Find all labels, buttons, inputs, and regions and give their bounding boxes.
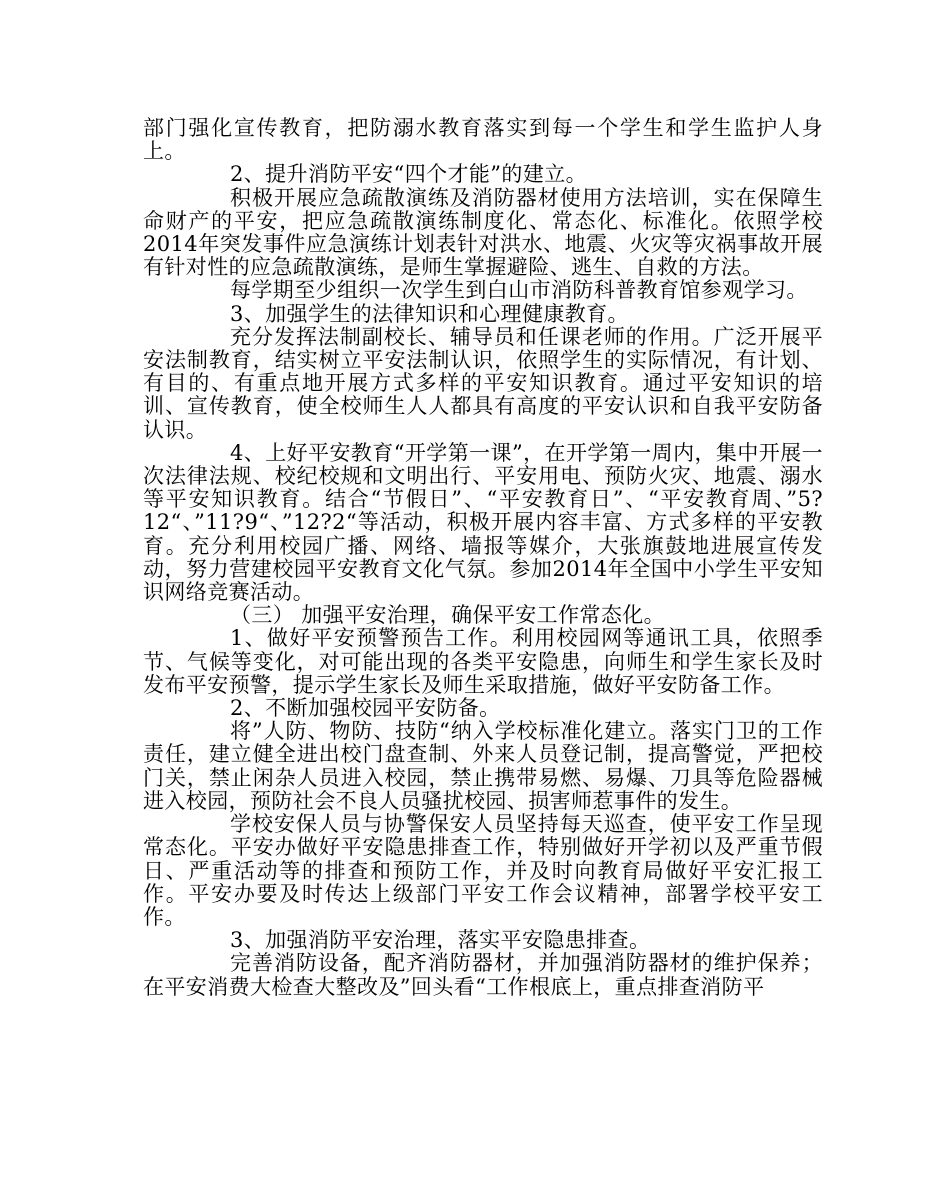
paragraph: 1、做好平安预警预告工作。利用校园网等通讯工具，依照季节、气候等变化，对可能出现的各类平安隐患，向师生和学生家长及时发布平安预警，提示学生家长及师生采取措施，做好平安防备工作。 xyxy=(143,626,823,697)
paragraph: 将”人防、物防、技防“纳入学校标准化建立。落实门卫的工作责任，建立健全进出校门盘查制、外来人员登记制，提高警觉，严把校门关，禁止闲杂人员进入校园，禁止携带易燃、易爆、刀具等危险器械进入校园，预防社会不良人员骚扰校园、损害师惹事件的发生。 xyxy=(143,719,823,813)
paragraph: 完善消防设备，配齐消防器材，并加强消防器材的维护保养；在平安消费大检查大整改及”回头看“工作根底上，重点排查消防平 xyxy=(143,951,823,999)
paragraph: 4、上好平安教育“开学第一课”，在开学第一周内，集中开展一次法律法规、校纪校规和文明出行、平安用电、预防火灾、地震、溺水等平安知识教育。结合“节假日”、“平安教育日”、“平安教育周、”5?12“、”11?9“、”12?2“等活动，积极开展内容丰富、方式多样的平安教育。充分利用校园广播、网络、墙报等媒介，大张旗鼓地进展宣传发动，努力营建校园平安教育文化气氛。参加2014年全国中小学生平安知识网络竞赛活动。 xyxy=(143,440,823,605)
section-heading: （三） 加强平安治理，确保平安工作常态化。 xyxy=(230,603,666,628)
paragraph-heading: 2、提升消防平安“四个才能”的建立。 xyxy=(230,162,588,187)
paragraph: 学校安保人员与协警保安人员坚持每天巡查，使平安工作呈现常态化。平安办做好平安隐患排查工作，特别做好开学初以及严重节假日、严重活动等的排查和预防工作，并及时向教育局做好平安汇报工作。平安办要及时传达上级部门平安工作会议精神，部署学校平安工作。 xyxy=(143,812,823,929)
paragraph-heading: 2、不断加强校园平安防备。 xyxy=(230,696,501,721)
paragraph-heading: 3、加强消防平安治理，落实平安隐患排查。 xyxy=(230,928,651,953)
paragraph: 充分发挥法制副校长、辅导员和任课老师的作用。广泛开展平安法制教育，结实树立平安法制认识，依照学生的实际情况，有计划、有目的、有重点地开展方式多样的平安知识教育。通过平安知识的培训、宣传教育，使全校师生人人都具有高度的平安认识和自我平安防备认识。 xyxy=(143,324,823,442)
paragraph: 每学期至少组织一次学生到白山市消防科普教育馆参观学习。 xyxy=(230,278,808,303)
paragraph: 部门强化宣传教育，把防溺水教育落实到每一个学生和学生监护人身上。 xyxy=(143,116,823,164)
paragraph: 积极开展应急疏散演练及消防器材使用方法培训，实在保障生命财产的平安，把应急疏散演练制度化、常态化、标准化。依照学校2014年突发事件应急演练计划表针对洪水、地震、火灾等灾祸事故开展有针对性的应急疏散演练，是师生掌握避险、逃生、自救的方法。 xyxy=(143,185,823,280)
paragraph-heading: 3、加强学生的法律知识和心理健康教育。 xyxy=(230,301,629,326)
document-body xyxy=(143,117,823,999)
